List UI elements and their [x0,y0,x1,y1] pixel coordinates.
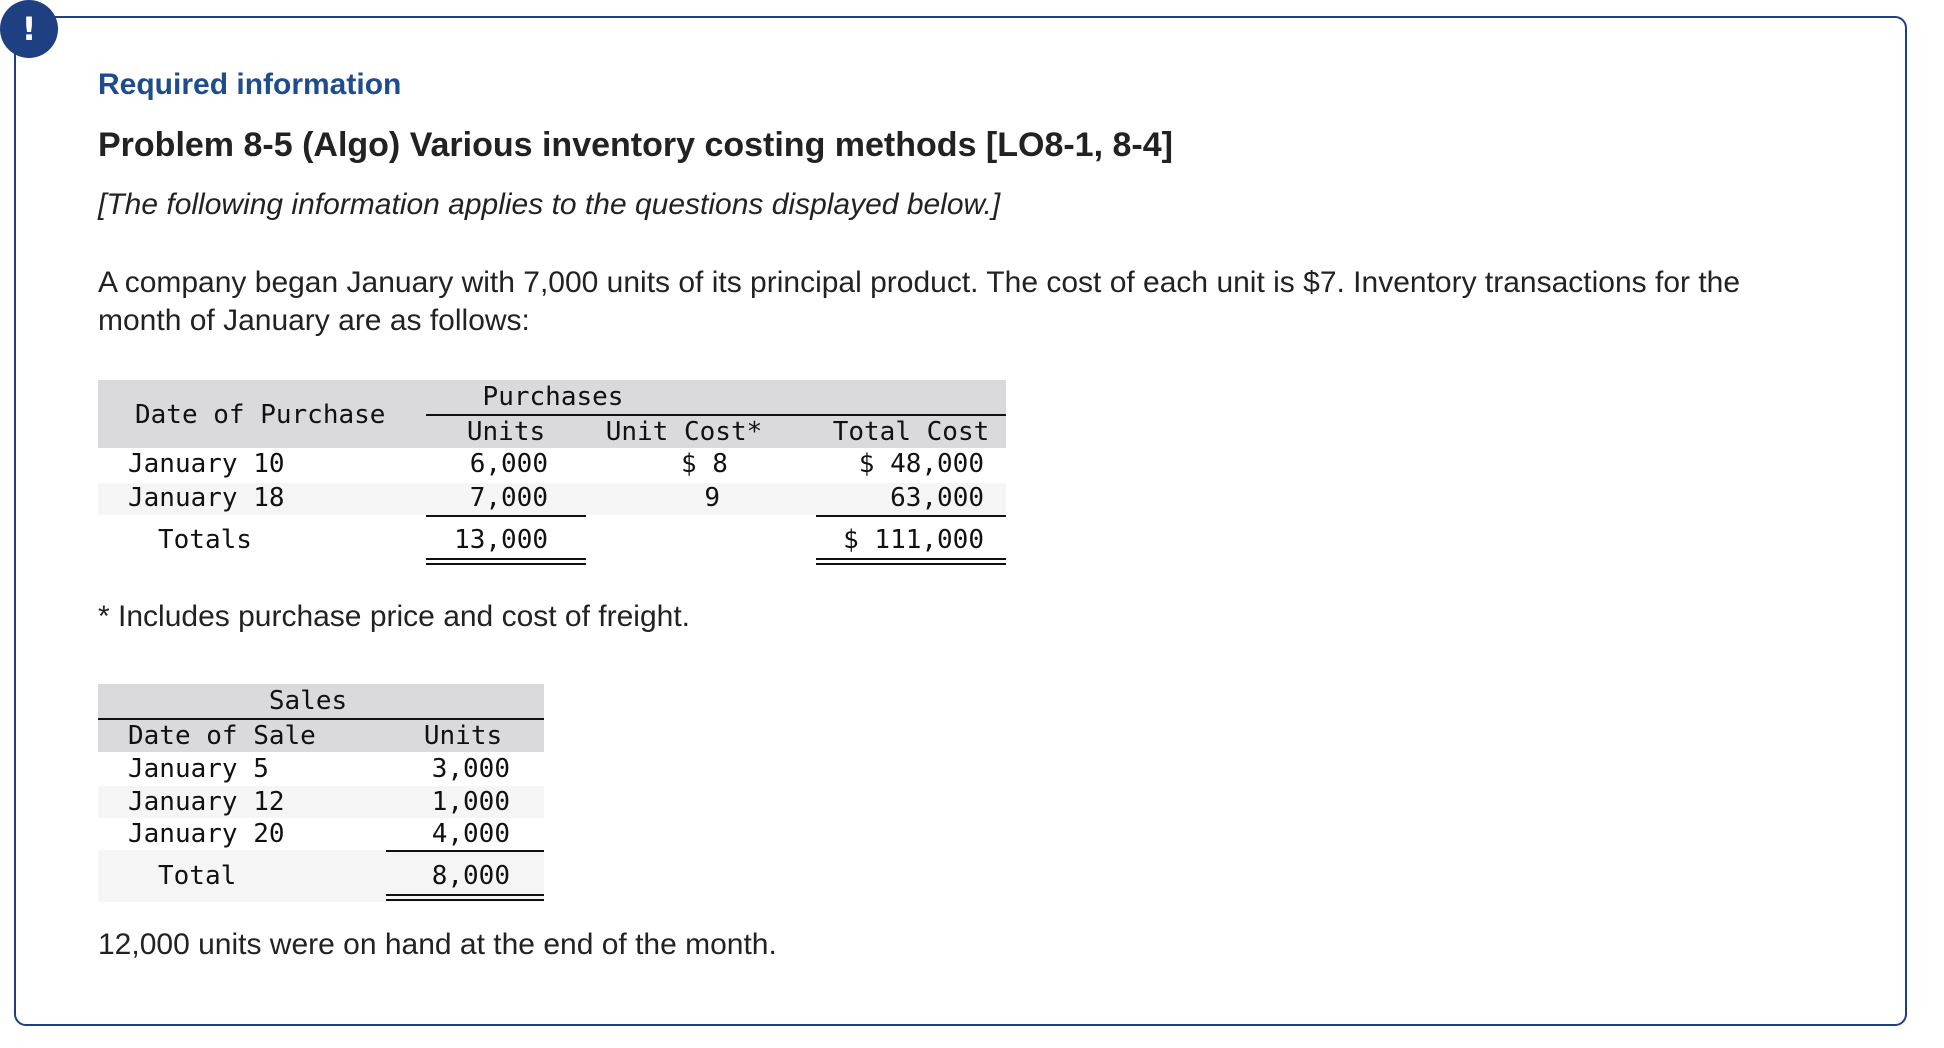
purchase-row-total-cost: $ 48,000 [858,449,984,479]
sale-row-units: 1,000 [431,787,510,817]
purchases-group-rule [426,414,1006,416]
col-unit-cost: Unit Cost* [605,417,763,447]
required-information-heading: Required information [98,68,402,101]
alert-icon: ! [0,0,58,58]
sales-table [98,684,544,904]
problem-title: Problem 8-5 (Algo) Various inventory costing methods [LO8-1, 8-4] [98,126,1173,164]
cost-subtotal-rule [816,515,1006,517]
purchase-row-units: 6,000 [469,449,548,479]
purchases-totals-cost: $ 111,000 [843,525,984,555]
col-date-of-sale: Date of Sale [128,721,316,751]
applies-note: [The following information applies to the questions displayed below.] [98,188,1001,221]
col-units: Units [466,417,546,447]
purchase-row-date: January 10 [128,449,285,479]
purchases-totals-label: Totals [158,525,252,555]
sale-row-units: 4,000 [431,819,510,849]
col-sales-units: Units [423,721,503,751]
sale-row-units: 3,000 [431,754,510,784]
units-total-double-rule [426,558,586,560]
purchases-table [98,380,1006,570]
units-subtotal-rule [426,515,586,517]
cost-total-double-rule [816,563,1006,565]
cost-total-double-rule [816,558,1006,560]
intro-paragraph: A company began January with 7,000 units of its principal product. The cost of each unit is $7. Inventory transactions for the month of January are as follows: [98,266,1741,337]
sales-total-double-rule [386,899,544,901]
sale-row-date: January 12 [128,787,285,817]
col-total-cost: Total Cost [832,417,990,447]
ending-inventory-note: 12,000 units were on hand at the end of the month. [98,928,777,961]
purchase-row-units: 7,000 [469,483,548,513]
sales-group-header: Sales [268,686,348,716]
sale-row-date: January 20 [128,819,285,849]
sales-total-double-rule [386,894,544,896]
sales-total-units: 8,000 [431,861,510,891]
purchase-row-unit-cost: 9 [704,483,720,513]
sale-row-date: January 5 [128,754,269,784]
purchase-row-unit-cost: $ 8 [681,449,728,479]
units-total-double-rule [426,563,586,565]
purchases-totals-units: 13,000 [454,525,548,555]
purchase-row-date: January 18 [128,483,285,513]
purchases-group-header: Purchases [482,382,624,412]
sales-total-label: Total [158,861,237,891]
sales-subtotal-rule [386,850,544,852]
purchase-row-total-cost: 63,000 [890,483,984,513]
footnote: * Includes purchase price and cost of freight. [98,600,691,633]
col-date-of-purchase: Date of Purchase [135,400,386,430]
